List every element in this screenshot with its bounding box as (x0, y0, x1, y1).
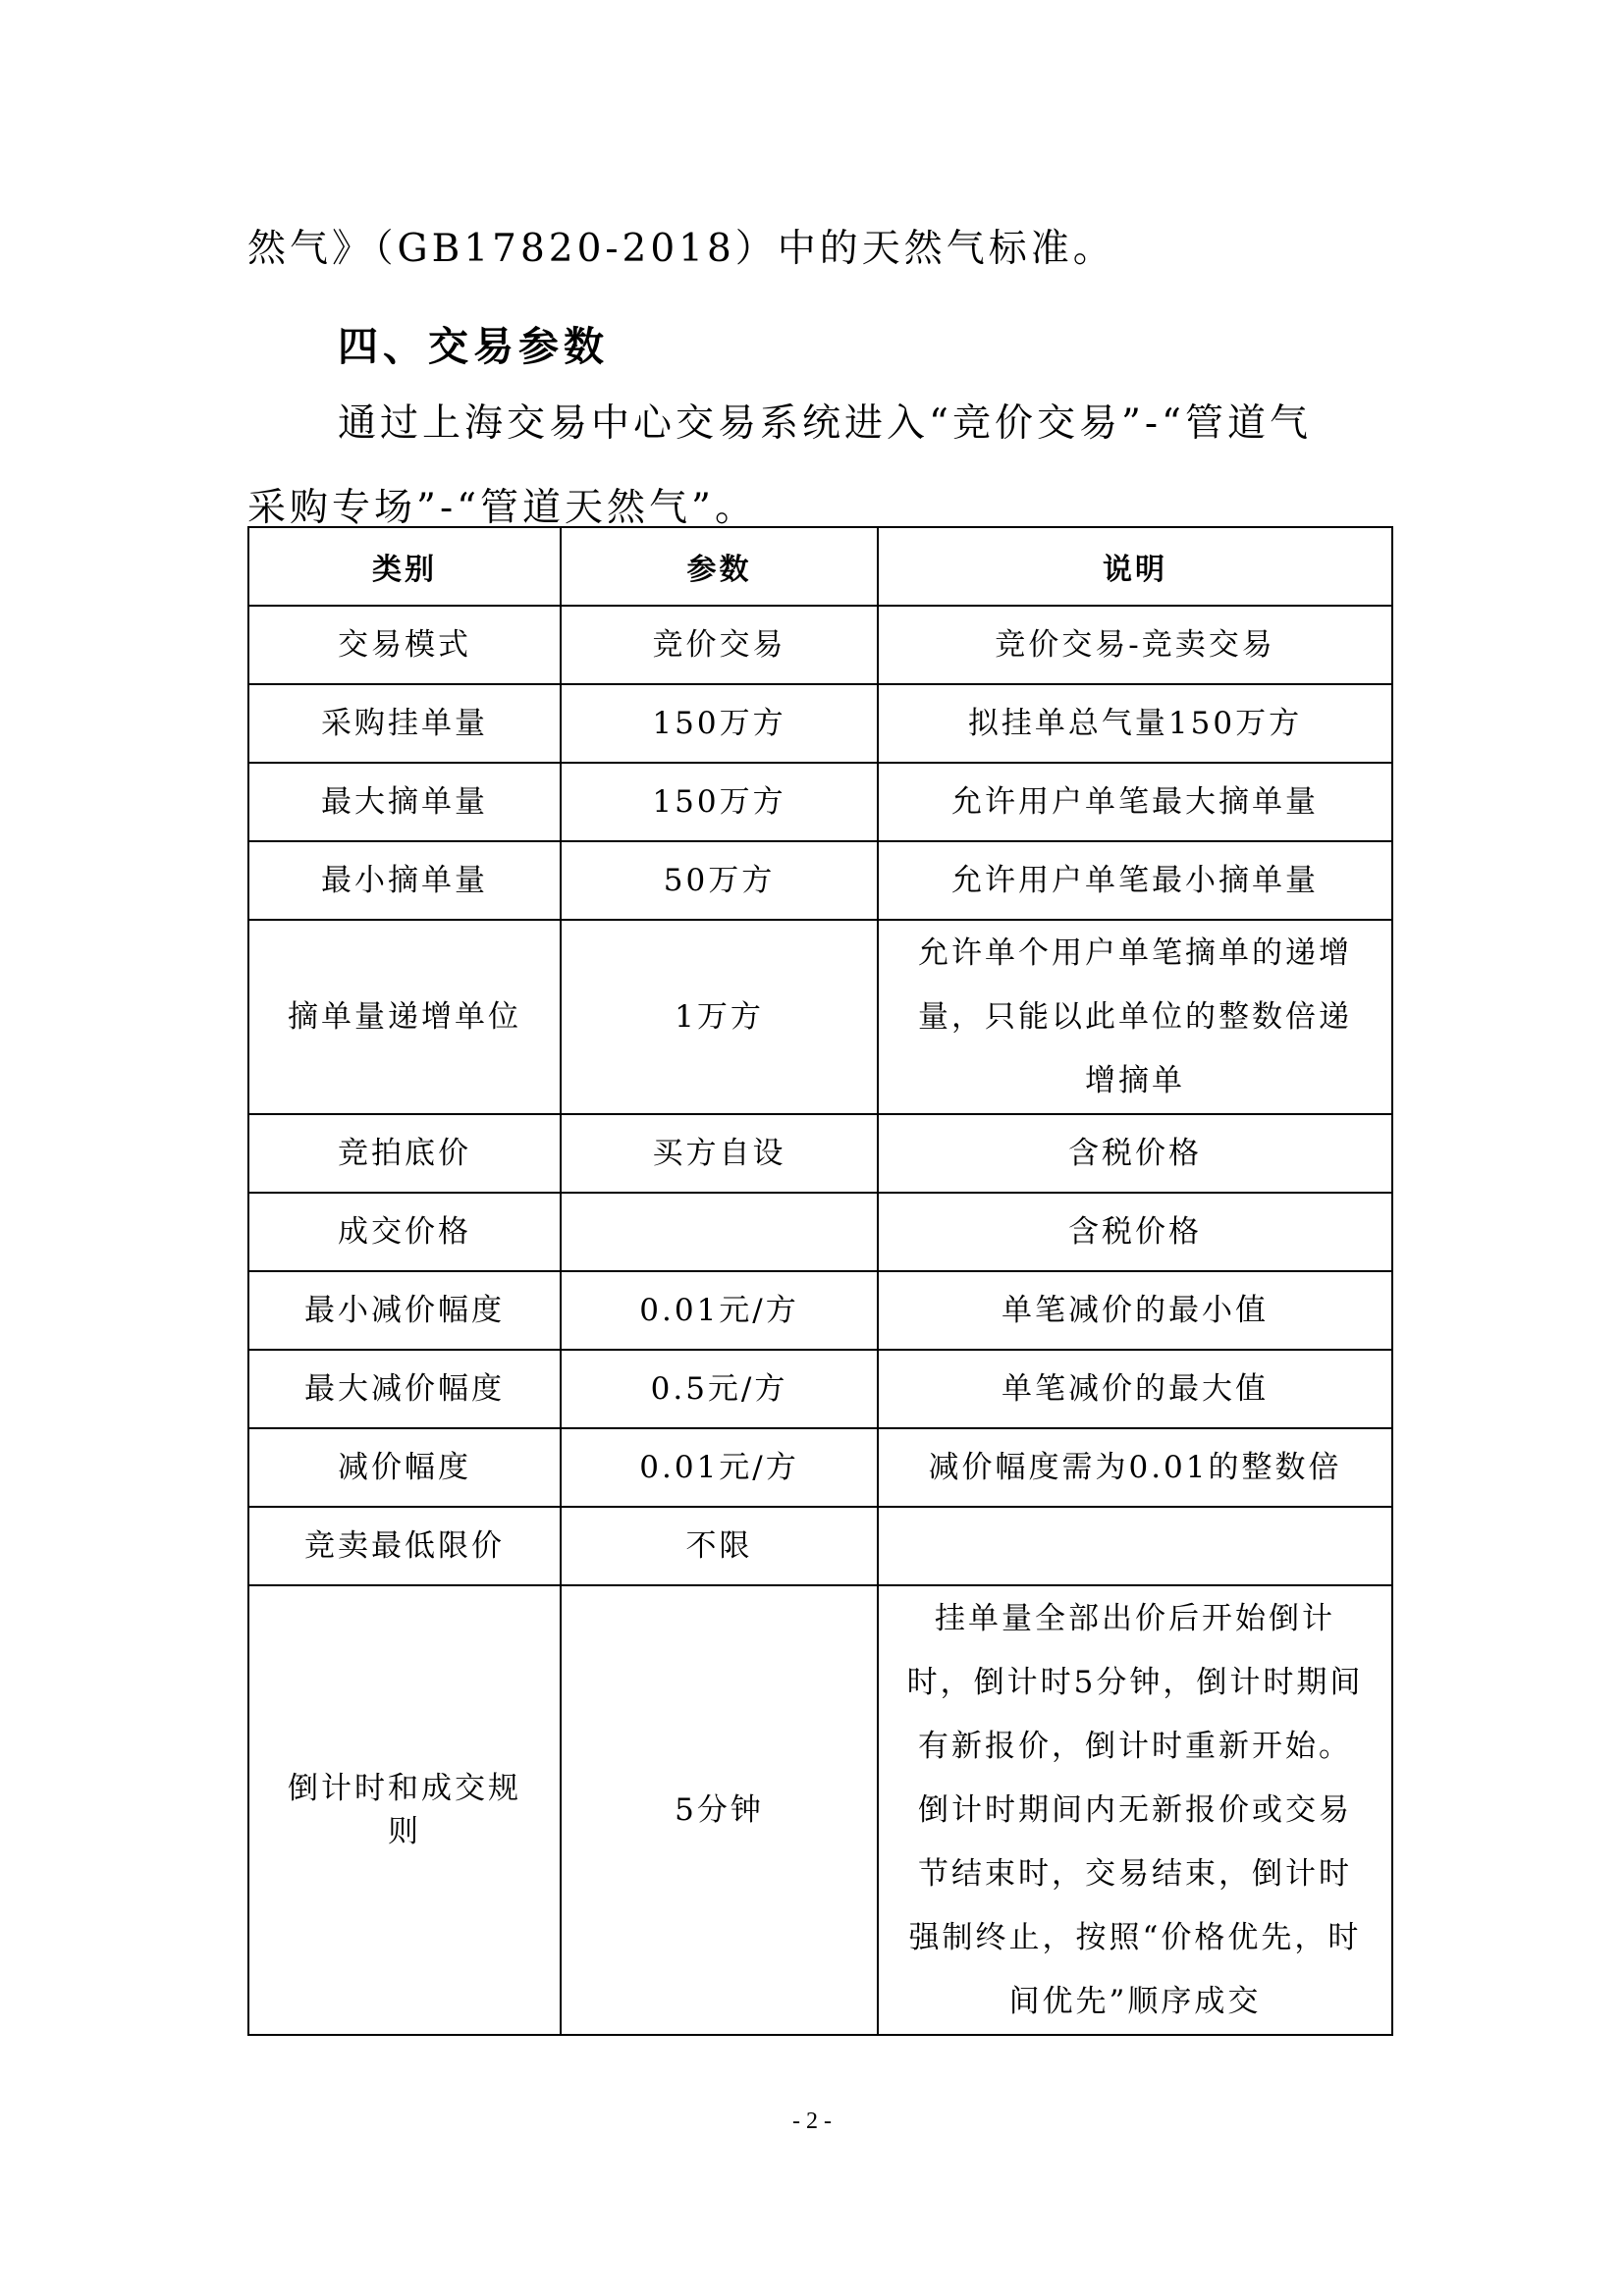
cell-category: 最大减价幅度 (248, 1350, 561, 1428)
cell-description: 含税价格 (878, 1193, 1392, 1271)
header-category: 类别 (248, 527, 561, 606)
header-parameter: 参数 (561, 527, 878, 606)
cell-parameter: 5分钟 (561, 1585, 878, 2035)
cell-parameter: 150万方 (561, 684, 878, 763)
cell-parameter: 150万方 (561, 763, 878, 841)
table-row (248, 1507, 1392, 1585)
cell-description: 单笔减价的最大值 (878, 1350, 1392, 1428)
trading-parameters-table (247, 526, 1393, 2036)
cell-description: 允许用户单笔最小摘单量 (878, 841, 1392, 920)
cell-parameter: 不限 (561, 1507, 878, 1585)
section-heading: 四、交易参数 (338, 323, 609, 370)
cell-category: 竞拍底价 (248, 1114, 561, 1193)
table-row (248, 1193, 1392, 1271)
cell-description: 允许用户单笔最大摘单量 (878, 763, 1392, 841)
cell-category: 减价幅度 (248, 1428, 561, 1507)
cell-description: 允许单个用户单笔摘单的递增量，只能以此单位的整数倍递增摘单 (878, 920, 1392, 1114)
cell-description: 含税价格 (878, 1114, 1392, 1193)
header-description: 说明 (878, 527, 1392, 606)
paragraph-intro-line1: 通过上海交易中心交易系统进入“竞价交易”-“管道气 (338, 401, 1312, 446)
table-row (248, 1428, 1392, 1507)
cell-category: 成交价格 (248, 1193, 561, 1271)
table-row (248, 1114, 1392, 1193)
table-header-row (248, 527, 1392, 606)
cell-parameter: 0.01元/方 (561, 1271, 878, 1350)
cell-description: 挂单量全部出价后开始倒计时，倒计时5分钟，倒计时期间有新报价，倒计时重新开始。倒计时期间内无新报价或交易节结束时，交易结束，倒计时强制终止，按照“价格优先，时间优先”顺序成交 (878, 1585, 1392, 2035)
cell-description: 单笔减价的最小值 (878, 1271, 1392, 1350)
page-number: - 2 - (792, 2109, 832, 2134)
cell-category: 竞卖最低限价 (248, 1507, 561, 1585)
table-row (248, 1350, 1392, 1428)
table-row (248, 841, 1392, 920)
cell-parameter: 竞价交易 (561, 606, 878, 684)
cell-parameter (561, 1193, 878, 1271)
cell-description: 拟挂单总气量150万方 (878, 684, 1392, 763)
cell-category: 倒计时和成交规则 (248, 1585, 561, 2035)
cell-category: 采购挂单量 (248, 684, 561, 763)
table-row (248, 1271, 1392, 1350)
cell-parameter: 50万方 (561, 841, 878, 920)
table-row (248, 684, 1392, 763)
table-row (248, 763, 1392, 841)
cell-parameter: 0.01元/方 (561, 1428, 878, 1507)
cell-description: 减价幅度需为0.01的整数倍 (878, 1428, 1392, 1507)
cell-description (878, 1507, 1392, 1585)
cell-parameter: 0.5元/方 (561, 1350, 878, 1428)
paragraph-intro-line2: 采购专场”-“管道天然气”。 (247, 486, 757, 530)
cell-category: 交易模式 (248, 606, 561, 684)
paragraph-standard: 然气》（GB17820-2018）中的天然气标准。 (247, 227, 1115, 271)
cell-category: 摘单量递增单位 (248, 920, 561, 1114)
cell-category: 最大摘单量 (248, 763, 561, 841)
table-row (248, 1585, 1392, 2035)
cell-parameter: 1万方 (561, 920, 878, 1114)
cell-category: 最小摘单量 (248, 841, 561, 920)
table-row (248, 920, 1392, 1114)
cell-category: 最小减价幅度 (248, 1271, 561, 1350)
table-row (248, 606, 1392, 684)
cell-description: 竞价交易-竞卖交易 (878, 606, 1392, 684)
cell-parameter: 买方自设 (561, 1114, 878, 1193)
